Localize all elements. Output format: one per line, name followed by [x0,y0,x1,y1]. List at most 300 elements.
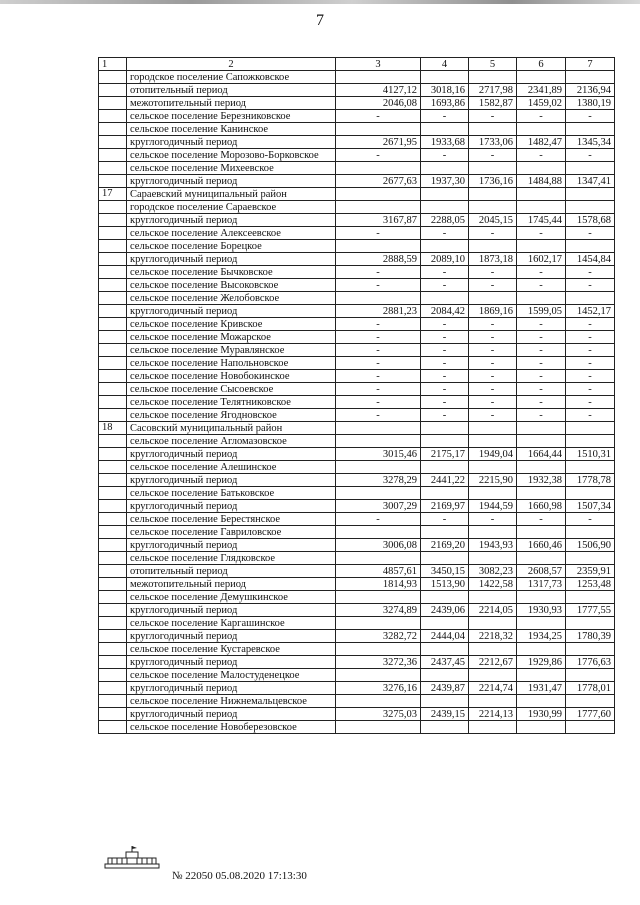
value-cell-col-5 [469,240,517,253]
value-cell-col-3: 3276,16 [336,682,421,695]
value-cell-col-5 [469,123,517,136]
value-cell-col-3: - [336,409,421,422]
table-row [99,175,615,188]
value-cell-col-5: - [469,396,517,409]
value-cell-col-6: - [517,266,566,279]
value-cell-col-6: 1317,73 [517,578,566,591]
row-label: сельское поселение Сысоевское [127,383,336,396]
row-label: сельское поселение Кривское [127,318,336,331]
row-number [99,656,127,669]
table-row [99,136,615,149]
value-cell-col-3: 2677,63 [336,175,421,188]
row-label: сельское поселение Кустаревское [127,643,336,656]
value-cell-col-6: 1602,17 [517,253,566,266]
row-label: отопительный период [127,565,336,578]
row-number [99,591,127,604]
value-cell-col-6 [517,162,566,175]
row-number [99,617,127,630]
value-cell-col-7: 1578,68 [566,214,615,227]
table-row [99,396,615,409]
value-cell-col-4: 2444,04 [421,630,469,643]
table-row [99,227,615,240]
row-label: сельское поселение Гавриловское [127,526,336,539]
value-cell-col-3 [336,422,421,435]
row-number [99,123,127,136]
value-cell-col-3 [336,721,421,734]
row-number [99,383,127,396]
value-cell-col-7 [566,201,615,214]
value-cell-col-4: 2169,97 [421,500,469,513]
value-cell-col-6 [517,617,566,630]
value-cell-col-7 [566,292,615,305]
value-cell-col-3: 3007,29 [336,500,421,513]
value-cell-col-4 [421,643,469,656]
value-cell-col-5: - [469,318,517,331]
value-cell-col-5: - [469,331,517,344]
table-row [99,344,615,357]
value-cell-col-6 [517,526,566,539]
table-row [99,474,615,487]
value-cell-col-3: 4127,12 [336,84,421,97]
table-row [99,149,615,162]
row-number [99,240,127,253]
value-cell-col-6 [517,487,566,500]
value-cell-col-3: 2888,59 [336,253,421,266]
table-row [99,578,615,591]
row-number [99,513,127,526]
value-cell-col-7: 1778,78 [566,474,615,487]
table-row [99,487,615,500]
row-number [99,526,127,539]
row-number [99,305,127,318]
value-cell-col-4: 1693,86 [421,97,469,110]
row-label: круглогодичный период [127,604,336,617]
value-cell-col-3: 3006,08 [336,539,421,552]
value-cell-col-5 [469,422,517,435]
value-cell-col-6: - [517,149,566,162]
value-cell-col-4 [421,422,469,435]
value-cell-col-7: - [566,383,615,396]
table-row [99,370,615,383]
table-row [99,617,615,630]
table-row [99,279,615,292]
value-cell-col-6: - [517,227,566,240]
row-label: сельское поселение Березниковское [127,110,336,123]
value-cell-col-5 [469,617,517,630]
value-cell-col-5: 2212,67 [469,656,517,669]
row-number [99,110,127,123]
row-number [99,461,127,474]
value-cell-col-6: - [517,383,566,396]
row-label: сельское поселение Алешинское [127,461,336,474]
value-cell-col-7 [566,695,615,708]
value-cell-col-7 [566,617,615,630]
table-row [99,305,615,318]
value-cell-col-5: - [469,383,517,396]
value-cell-col-3 [336,435,421,448]
table-row [99,461,615,474]
value-cell-col-7: 1776,63 [566,656,615,669]
value-cell-col-3 [336,461,421,474]
value-cell-col-4: - [421,110,469,123]
table-row [99,71,615,84]
value-cell-col-4: 3018,16 [421,84,469,97]
row-number [99,214,127,227]
value-cell-col-6: 1931,47 [517,682,566,695]
value-cell-col-6 [517,435,566,448]
value-cell-col-3 [336,591,421,604]
row-label: сельское поселение Канинское [127,123,336,136]
value-cell-col-5: 1949,04 [469,448,517,461]
value-cell-col-6: - [517,357,566,370]
row-number [99,552,127,565]
row-label: межотопительный период [127,97,336,110]
row-label: круглогодичный период [127,136,336,149]
value-cell-col-7: - [566,344,615,357]
value-cell-col-3: - [336,331,421,344]
value-cell-col-3: - [336,266,421,279]
value-cell-col-3: - [336,344,421,357]
value-cell-col-5: 1944,59 [469,500,517,513]
value-cell-col-6 [517,123,566,136]
value-cell-col-6: 2341,89 [517,84,566,97]
row-label: круглогодичный период [127,630,336,643]
table-row [99,669,615,682]
row-label: сельское поселение Агломазовское [127,435,336,448]
row-number [99,162,127,175]
table-row [99,513,615,526]
row-label: круглогодичный период [127,175,336,188]
value-cell-col-3: - [336,383,421,396]
value-cell-col-4 [421,487,469,500]
value-cell-col-3: 4857,61 [336,565,421,578]
value-cell-col-5 [469,188,517,201]
value-cell-col-4: 2441,22 [421,474,469,487]
row-number [99,578,127,591]
value-cell-col-3: 2046,08 [336,97,421,110]
value-cell-col-7 [566,435,615,448]
row-number [99,331,127,344]
table-row [99,695,615,708]
table-row [99,110,615,123]
value-cell-col-4 [421,669,469,682]
value-cell-col-3: - [336,279,421,292]
value-cell-col-5: 2214,74 [469,682,517,695]
value-cell-col-4 [421,526,469,539]
row-number [99,71,127,84]
table-row [99,656,615,669]
table-row [99,357,615,370]
value-cell-col-4 [421,591,469,604]
value-cell-col-5: 2214,05 [469,604,517,617]
value-cell-col-6: 1459,02 [517,97,566,110]
row-number [99,487,127,500]
value-cell-col-6: 1930,99 [517,708,566,721]
value-cell-col-5: - [469,149,517,162]
value-cell-col-5: 1873,18 [469,253,517,266]
value-cell-col-3 [336,292,421,305]
row-label: сельское поселение Муравлянское [127,344,336,357]
value-cell-col-4 [421,162,469,175]
value-cell-col-4: 2169,20 [421,539,469,552]
value-cell-col-6 [517,552,566,565]
row-label: сельское поселение Ягодновское [127,409,336,422]
row-label: сельское поселение Новоберезовское [127,721,336,734]
value-cell-col-6: - [517,331,566,344]
value-cell-col-5: 2215,90 [469,474,517,487]
value-cell-col-6: 1930,93 [517,604,566,617]
value-cell-col-5: 1943,93 [469,539,517,552]
value-cell-col-5 [469,591,517,604]
value-cell-col-6: 1599,05 [517,305,566,318]
value-cell-col-3: - [336,370,421,383]
value-cell-col-6: 1660,98 [517,500,566,513]
row-number [99,370,127,383]
value-cell-col-6: - [517,110,566,123]
value-cell-col-4: - [421,331,469,344]
row-number: 17 [99,188,127,201]
value-cell-col-7 [566,461,615,474]
value-cell-col-5: 2218,32 [469,630,517,643]
value-cell-col-7 [566,591,615,604]
value-cell-col-7: - [566,396,615,409]
row-number [99,266,127,279]
value-cell-col-5 [469,526,517,539]
table-row [99,591,615,604]
value-cell-col-4 [421,71,469,84]
value-cell-col-4: 3450,15 [421,565,469,578]
value-cell-col-4 [421,435,469,448]
row-label: сельское поселение Михеевское [127,162,336,175]
value-cell-col-5 [469,695,517,708]
value-cell-col-7: 1506,90 [566,539,615,552]
value-cell-col-5 [469,292,517,305]
document-registration-line: № 22050 05.08.2020 17:13:30 [172,870,307,882]
row-label: Сасовский муниципальный район [127,422,336,435]
value-cell-col-5: - [469,266,517,279]
value-cell-col-7: 1454,84 [566,253,615,266]
value-cell-col-7: - [566,266,615,279]
value-cell-col-4 [421,201,469,214]
value-cell-col-3: - [336,357,421,370]
value-cell-col-3: 2881,23 [336,305,421,318]
row-number [99,643,127,656]
table-row [99,240,615,253]
value-cell-col-5 [469,669,517,682]
value-cell-col-7: - [566,110,615,123]
value-cell-col-7 [566,162,615,175]
table-row [99,682,615,695]
value-cell-col-6 [517,292,566,305]
value-cell-col-7: 1510,31 [566,448,615,461]
table-row [99,435,615,448]
row-number [99,357,127,370]
value-cell-col-6 [517,422,566,435]
header-col-2: 2 [127,58,336,71]
value-cell-col-3: - [336,513,421,526]
value-cell-col-5: - [469,513,517,526]
header-col-1: 1 [99,58,127,71]
table-row [99,201,615,214]
table-row [99,721,615,734]
value-cell-col-3: 3167,87 [336,214,421,227]
row-number [99,84,127,97]
row-label: сельское поселение Батьковское [127,487,336,500]
value-cell-col-4: 2437,45 [421,656,469,669]
value-cell-col-6: - [517,279,566,292]
table-row [99,331,615,344]
value-cell-col-4: - [421,318,469,331]
value-cell-col-3: - [336,396,421,409]
table-header-row [99,58,615,71]
value-cell-col-6: 1932,38 [517,474,566,487]
table-row [99,123,615,136]
value-cell-col-5 [469,643,517,656]
value-cell-col-3: - [336,110,421,123]
row-number [99,227,127,240]
value-cell-col-4: - [421,149,469,162]
value-cell-col-7 [566,721,615,734]
value-cell-col-7: - [566,279,615,292]
value-cell-col-3: 3272,36 [336,656,421,669]
value-cell-col-4: - [421,266,469,279]
value-cell-col-6: - [517,318,566,331]
header-col-4: 4 [421,58,469,71]
row-label: сельское поселение Алексеевское [127,227,336,240]
value-cell-col-7 [566,526,615,539]
value-cell-col-4: 2084,42 [421,305,469,318]
value-cell-col-4: 2439,87 [421,682,469,695]
row-label: круглогодичный период [127,214,336,227]
row-label: сельское поселение Глядковское [127,552,336,565]
row-label: сельское поселение Новобокинское [127,370,336,383]
value-cell-col-3: 3274,89 [336,604,421,617]
value-cell-col-7: - [566,370,615,383]
row-number [99,630,127,643]
value-cell-col-4: - [421,409,469,422]
table-row [99,565,615,578]
value-cell-col-3: - [336,227,421,240]
value-cell-col-4 [421,240,469,253]
document-footer [104,845,404,885]
value-cell-col-6 [517,71,566,84]
value-cell-col-7 [566,123,615,136]
table-row [99,526,615,539]
value-cell-col-6 [517,201,566,214]
value-cell-col-6: - [517,513,566,526]
value-cell-col-6 [517,721,566,734]
row-number [99,565,127,578]
value-cell-col-7 [566,422,615,435]
value-cell-col-5: - [469,409,517,422]
value-cell-col-6 [517,695,566,708]
table-row [99,214,615,227]
value-cell-col-7: 2136,94 [566,84,615,97]
table-row [99,643,615,656]
value-cell-col-3: 3275,03 [336,708,421,721]
value-cell-col-4 [421,123,469,136]
value-cell-col-4 [421,721,469,734]
row-label: круглогодичный период [127,305,336,318]
row-number [99,435,127,448]
row-label: круглогодичный период [127,448,336,461]
row-label: круглогодичный период [127,708,336,721]
value-cell-col-6 [517,643,566,656]
row-number [99,695,127,708]
value-cell-col-5 [469,162,517,175]
row-label: сельское поселение Морозово-Борковское [127,149,336,162]
value-cell-col-5 [469,461,517,474]
value-cell-col-5: - [469,370,517,383]
tariff-table [98,57,615,734]
value-cell-col-5: 2214,13 [469,708,517,721]
row-label: сельское поселение Желобовское [127,292,336,305]
row-number [99,409,127,422]
table-row [99,266,615,279]
row-label: межотопительный период [127,578,336,591]
row-label: сельское поселение Напольновское [127,357,336,370]
value-cell-col-5: - [469,279,517,292]
value-cell-col-3: - [336,149,421,162]
value-cell-col-7: 1778,01 [566,682,615,695]
row-label: круглогодичный период [127,656,336,669]
row-number [99,539,127,552]
table-row [99,448,615,461]
value-cell-col-6 [517,240,566,253]
value-cell-col-7 [566,240,615,253]
row-label: круглогодичный период [127,682,336,695]
value-cell-col-7: - [566,227,615,240]
row-number [99,149,127,162]
row-label: сельское поселение Борецкое [127,240,336,253]
value-cell-col-7: 1507,34 [566,500,615,513]
table-row [99,630,615,643]
value-cell-col-7: 2359,91 [566,565,615,578]
row-number [99,279,127,292]
value-cell-col-4: - [421,279,469,292]
row-label: круглогодичный период [127,539,336,552]
row-number [99,682,127,695]
value-cell-col-7 [566,71,615,84]
value-cell-col-4: - [421,396,469,409]
table-row [99,383,615,396]
value-cell-col-4: - [421,227,469,240]
row-label: круглогодичный период [127,500,336,513]
value-cell-col-3 [336,552,421,565]
row-number [99,474,127,487]
value-cell-col-7: 1380,19 [566,97,615,110]
table-row [99,84,615,97]
value-cell-col-6: 1929,86 [517,656,566,669]
value-cell-col-4: 1937,30 [421,175,469,188]
row-number [99,708,127,721]
row-number [99,318,127,331]
header-col-7: 7 [566,58,615,71]
value-cell-col-7: 1777,60 [566,708,615,721]
value-cell-col-3: 3282,72 [336,630,421,643]
row-number [99,344,127,357]
row-label: сельское поселение Малостуденецкое [127,669,336,682]
header-col-3: 3 [336,58,421,71]
header-col-5: 5 [469,58,517,71]
value-cell-col-3: 3278,29 [336,474,421,487]
value-cell-col-4 [421,461,469,474]
value-cell-col-4 [421,552,469,565]
value-cell-col-4 [421,695,469,708]
table-row [99,708,615,721]
value-cell-col-7: - [566,357,615,370]
value-cell-col-5: 1733,06 [469,136,517,149]
